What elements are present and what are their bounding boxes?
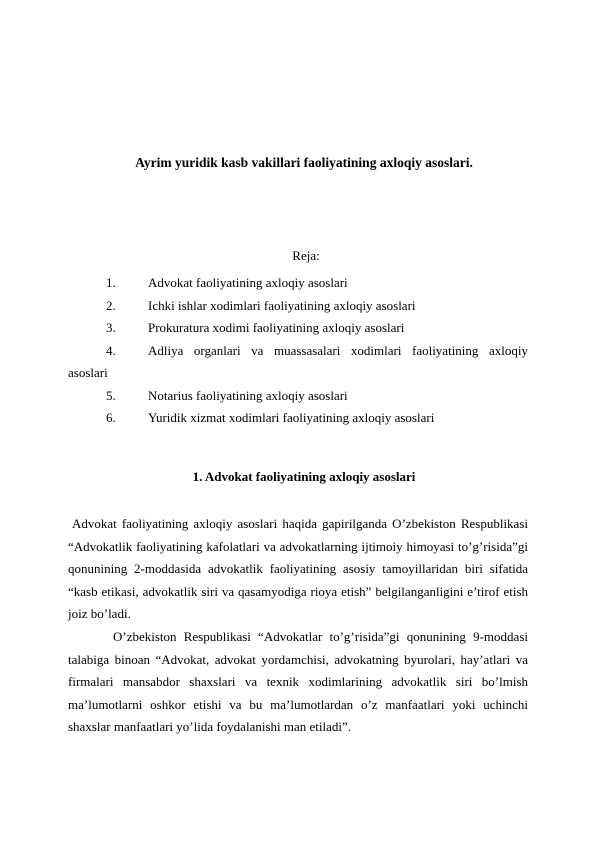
plan-item-number: 6.	[106, 410, 116, 425]
plan-item-6	[68, 407, 528, 430]
plan-item-4	[68, 340, 528, 385]
plan-item-text: Ichki ishlar xodimlari faoliyatining axloqiy asoslari	[148, 297, 416, 313]
plan-item-text: Advokat faoliyatining axloqiy asoslari	[148, 275, 348, 290]
plan-item-text	[148, 340, 528, 363]
plan-item-number: 2.	[106, 297, 116, 313]
plan-item-word: muassasalari	[273, 342, 341, 358]
plan-item-word: faoliyatining	[411, 342, 479, 358]
plan-item-text: Prokuratura xodimi faoliyatining axloqiy asoslari	[148, 320, 405, 335]
plan-item-word: va	[251, 342, 264, 358]
plan-item-3	[68, 317, 528, 340]
plan-item-word: Adliya	[148, 342, 184, 358]
body-paragraph-2: O’zbekiston Respublikasi “Advokatlar to’g’risida”gi qonunining 9-moddasi talabiga binoan “Advokat, advokat yordamchisi, advokatning byurolari, hay’atlari va firmalari mansabdor shaxslari va texnik xodimlarining advokatlik siri bo’lmish ma’lumotlarni oshkor etishi va bu ma’lumotlardan o’z manfaatlari yoki uchinchi shaxslar manfaatlari yo’lida foydalanishi man etiladi”.	[68, 629, 528, 734]
plan-item-word: organlari	[193, 342, 241, 358]
plan-item-5	[68, 385, 528, 408]
plan-item-number: 3.	[106, 320, 116, 335]
plan-item-text: Notarius faoliyatining axloqiy asoslari	[148, 387, 348, 403]
plan-item-number: 4.	[106, 342, 116, 358]
plan-item-number: 1.	[106, 275, 116, 290]
plan-heading: Reja:	[292, 248, 320, 263]
plan-item-word: axloqiy	[488, 342, 528, 358]
plan-item-word: xodimlari	[350, 342, 402, 358]
document-title: Ayrim yuridik kasb vakillari faoliyatining axloqiy asoslari.	[135, 155, 473, 170]
plan-item-continuation: asoslari	[68, 365, 108, 380]
plan-item-1	[68, 272, 528, 295]
plan-list	[68, 272, 528, 430]
plan-item-number: 5.	[106, 387, 116, 403]
section-heading: 1. Advokat faoliyatining axloqiy asoslari	[192, 469, 416, 484]
plan-item-2	[68, 295, 528, 318]
plan-item-text: Yuridik xizmat xodimlari faoliyatining axloqiy asoslari	[148, 410, 435, 425]
body-paragraph-1: Advokat faoliyatining axloqiy asoslari haqida gapirilganda O’zbekiston Respublikasi “Advokatlik faoliyatining kafolatlari va advokatlarning ijtimoiy himoyasi to’g’risida”gi qonunining 2-moddasida advokatlik faoliyatining asosiy tamoyillaridan biri sifatida “kasb etikasi, advokatlik siri va qasamyodiga rioya etish” belgilanganligini e’tirof etish joiz bo’ladi.	[68, 516, 528, 621]
